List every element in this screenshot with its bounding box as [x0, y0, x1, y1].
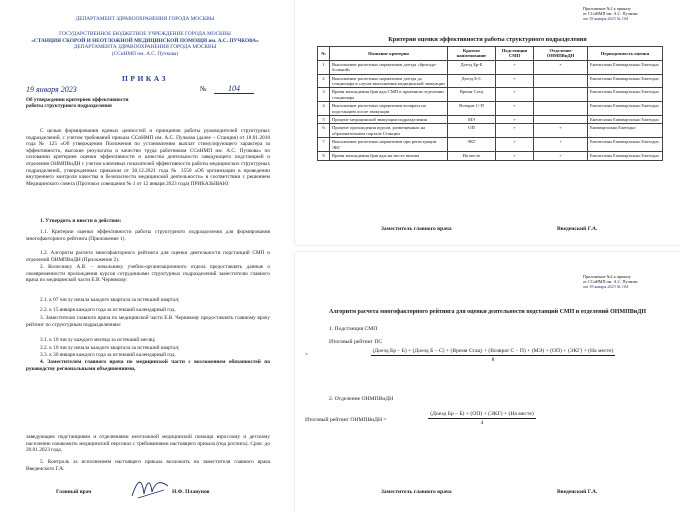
criteria-table-row	[318, 116, 663, 124]
row-criterion: Время нахождения бригады на месте вызова	[330, 152, 448, 160]
col-header-number: №	[318, 47, 330, 61]
row-number: 8	[318, 152, 330, 160]
row-criterion: Выполнение расчетных нормативов доезда до стационара в случае выполнения медицинской эвакуации	[330, 74, 448, 88]
order-date: 19 января 2023	[26, 85, 77, 94]
order-item-2-1: 2.1. к 07 числу начала каждого квартала за истекший квартал;	[40, 297, 180, 303]
institution-header	[10, 31, 280, 58]
col-header-period: Периодичность оценки	[588, 47, 663, 61]
criteria-table-body	[318, 60, 663, 160]
order-item-1: 1. Утвердить и ввести в действие:	[40, 218, 122, 224]
row-criterion: Процент медицинской эвакуации подразделения	[330, 116, 448, 124]
row-onmp	[534, 102, 588, 116]
formula-2-fraction	[407, 411, 557, 426]
criteria-table-title: Критерии оценки эффективности работы структурного подразделения	[388, 36, 587, 43]
appendix-1-signer-name: Введенский Г.А.	[557, 226, 598, 232]
formula-1-label: Итоговый рейтинг ПС	[329, 339, 383, 345]
criteria-table-row	[318, 74, 663, 88]
order-item-3-1: 3.1. к 10 числу каждого месяца за истекший месяц;	[40, 337, 156, 343]
col-header-short-name: Краткое наименование	[448, 47, 496, 61]
row-period: Ежемесячно Ежеквартально Ежегодно	[588, 138, 663, 152]
order-item-4: 4. Заместителям главного врача по медицинской части с возложением обязанностей по руководству региональными объединениями,	[26, 359, 270, 372]
formula-1-numerator: (Доезд Бр – Б) + (Доезд Б – С) + (Время Стац) + (Возврат С – П) + (МЭ) + (ОП) + (ЭКГ) + (На месте)	[372, 348, 614, 354]
row-period: Ежемесячно Ежеквартально Ежегодно	[588, 74, 663, 88]
row-short-name: Доезд Бр-Б	[448, 60, 496, 74]
order-item-4-continuation: заведующим подстанциями и отделениями неотложной медицинской помощи взрослому и детскому населению ознакомить медицинский персонал с требованиями настоящего приказа (под роспись). Срок: до 20.01.2023 года.	[26, 434, 270, 454]
row-onmp: +	[534, 138, 588, 152]
appendix-2-header-line-2: от ССиНМП им. А.С. Пучкова	[583, 279, 638, 285]
appendix-1-header	[583, 6, 675, 22]
row-period: Ежемесячно Ежеквартально Ежегодно	[588, 88, 663, 102]
row-number: 2	[318, 74, 330, 88]
row-number: 3	[318, 88, 330, 102]
row-smp: +	[496, 60, 534, 74]
row-short-name: МЭ	[448, 116, 496, 124]
formula-1-equals: =	[305, 352, 309, 358]
signer-title: Главный врач	[56, 489, 92, 495]
institution-line-1: ГОСУДАРСТВЕННОЕ БЮДЖЕТНОЕ УЧРЕЖДЕНИЕ ГОРОДА МОСКВЫ	[59, 31, 231, 37]
order-item-3-2: 3.2. к 10 числу начала каждого квартала за истекший квартал;	[40, 345, 180, 351]
appendix-2-header-date: от 19 января 2023 № 104	[583, 284, 629, 290]
criteria-table-row	[318, 102, 663, 116]
section-1-heading: 1. Подстанция СМП	[329, 326, 378, 332]
appendix-2-signer-name: Введенский Г.А.	[557, 489, 598, 495]
order-page-1	[0, 0, 290, 390]
order-item-2: 2. Колеснику А.В. – начальнику учебно-организационного отдела предоставлять данные о своевременности прохождения курсов сотрудниками структурных подразделений заместителю главного врача по медицинской части Е.В. Черникову:	[26, 264, 270, 284]
order-number-label: №	[200, 85, 207, 93]
order-subject: Об утверждении критериев эффективности работы структурного подразделения	[26, 97, 129, 110]
formula-2-label: Итоговый рейтинг ОНМПВиДН =	[305, 417, 387, 423]
algorithm-title: Алгоритм расчета многофакторного рейтинга для оценки деятельности подстанций СМП и отделений ОНМПВиДН	[328, 309, 647, 315]
row-onmp	[534, 74, 588, 88]
appendix-2-header-line-1: Приложение №2 к приказу	[583, 274, 631, 279]
row-short-name: ОП	[448, 124, 496, 138]
order-number: 104	[214, 84, 254, 94]
row-period: Ежемесячно Ежеквартально Ежегодно	[588, 60, 663, 74]
order-item-1-2: 1.2. Алгоритм расчета многофакторного рейтинга для оценки деятельности подстанций СМП и отделений ОНМПВиДН (Приложение 2).	[26, 250, 270, 263]
row-smp: +	[496, 152, 534, 160]
row-onmp: +	[534, 124, 588, 138]
appendix-1-page	[295, 0, 680, 245]
formula-1-fraction	[313, 348, 673, 363]
row-criterion: Время нахождения бригады СМП в приемном отделении стационара	[330, 88, 448, 102]
order-item-3-3: 3.3. к 30 января каждого года за истекший календарный год.	[40, 352, 176, 358]
order-heading: ПРИКАЗ	[122, 74, 168, 83]
row-number: 6	[318, 124, 330, 138]
row-onmp	[534, 116, 588, 124]
row-period: Ежемесячно Ежеквартально Ежегодно	[588, 116, 663, 124]
criteria-table	[317, 46, 663, 161]
row-smp: +	[496, 88, 534, 102]
row-criterion: Выполнение расчетных нормативов при регистрации ЭКГ	[330, 138, 448, 152]
row-number: 7	[318, 138, 330, 152]
formula-2-numerator: (Доезд Бр – Б) + (ОП) + (ЭКГ) + (На месте)	[430, 411, 534, 417]
criteria-table-row	[318, 138, 663, 152]
col-header-onmp: Отделение ОНМПВиДН	[534, 47, 588, 61]
appendix-1-header-date: от 19 января 2023 № 104	[583, 16, 629, 22]
row-number: 5	[318, 116, 330, 124]
row-onmp	[534, 88, 588, 102]
row-short-name: Возврат С-П	[448, 102, 496, 116]
department-header: ДЕПАРТАМЕНТ ЗДРАВООХРАНЕНИЯ ГОРОДА МОСКВЫ	[75, 16, 215, 22]
order-item-5: 5. Контроль за исполнением настоящего приказа возложить на заместителя главного врача Введенского Г.А.	[26, 459, 270, 472]
row-onmp: +	[534, 152, 588, 160]
criteria-table-header-row	[318, 47, 663, 61]
row-number: 1	[318, 60, 330, 74]
appendix-1-signer-title: Заместитель главного врача	[381, 226, 452, 232]
row-short-name: Время Стац	[448, 88, 496, 102]
row-smp: +	[496, 138, 534, 152]
row-smp: +	[496, 116, 534, 124]
row-short-name: ЭКГ	[448, 138, 496, 152]
institution-line-2: «СТАНЦИЯ СКОРОЙ И НЕОТЛОЖНОЙ МЕДИЦИНСКОЙ ПОМОЩИ им. А.С. ПУЧКОВА»	[31, 37, 259, 44]
appendix-2-header	[583, 274, 675, 290]
order-item-1-1: 1.1. Критерии оценки эффективности работы структурного подразделения для формирования многофакторного рейтинга (Приложение 1).	[26, 229, 270, 242]
row-period: Ежемесячно Ежеквартально Ежегодно	[588, 152, 663, 160]
signature-scribble	[128, 474, 172, 502]
institution-line-4: (ССиНМП им. А.С. Пучкова)	[111, 51, 179, 58]
order-item-3: 3. Заместителю главного врача по медицинской части Е.В. Черникову предоставлять главному врачу рейтинг по структурным подразделениям:	[26, 315, 270, 328]
appendix-2-page	[295, 252, 680, 512]
row-onmp: +	[534, 60, 588, 74]
row-short-name: Доезд Б-С	[448, 74, 496, 88]
section-2-heading: 2. Отделение ОНМПВиДН	[329, 396, 394, 402]
formula-1-denominator: 8	[491, 357, 495, 363]
appendix-1-header-line-2: от ССиНМП им. А.С. Пучкова	[583, 11, 638, 17]
row-criterion: Выполнение расчетных нормативов доезда «бригада-больной»	[330, 60, 448, 74]
row-number: 4	[318, 102, 330, 116]
row-criterion: Процент прохождения курсов, размещенных на образовательном портале Станции	[330, 124, 448, 138]
row-short-name: На месте	[448, 152, 496, 160]
order-preamble: С целью формирования единых ценностей и принципов работы руководителей структурных подразделений, с учетом требований приказа ССиНМП им. А.С. Пучкова (далее – Станция) от 18.01.2018 года № 125 «Об утверждении Положения по установлению выплат стимулирующего характера за эффективность, высокие результаты и качество труда работником ССиНМП им. А.С. Пучкова» по основании критериев оценки эффективности и качества деятельности заведующего подстанцией и отделения ОНМПВиДН с учетом ключевых показателей эффективности работы медицинских структурных подразделений, утвержденных приказом от 30.12.2021 года № 3550 «Об организации в проведении внутреннего контроля качества и безопасности медицинской деятельности» в соответствии с решением Медицинского совета (Протокол совещания № 1 от 12 января 2023 года) ПРИКАЗЫВАЮ:	[26, 128, 270, 187]
criteria-table-row	[318, 124, 663, 138]
row-criterion: Выполнение расчетных нормативов возврата на подстанцию после эвакуации	[330, 102, 448, 116]
row-period: Ежеквартально Ежегодно	[588, 124, 663, 138]
col-header-smp: Подстанции СМП	[496, 47, 534, 61]
criteria-table-row	[318, 60, 663, 74]
criteria-table-row	[318, 152, 663, 160]
institution-line-3: ДЕПАРТАМЕНТА ЗДРАВООХРАНЕНИЯ ГОРОДА МОСКВЫ	[73, 44, 217, 51]
row-smp: +	[496, 102, 534, 116]
signer-name: Н.Ф. Плавунов	[172, 489, 210, 495]
appendix-2-signer-title: Заместитель главного врача	[381, 489, 452, 495]
row-period: Ежемесячно Ежеквартально Ежегодно	[588, 102, 663, 116]
row-smp: +	[496, 124, 534, 138]
row-smp: +	[496, 74, 534, 88]
order-page-2	[0, 402, 290, 512]
order-item-2-2: 2.2. к 15 января каждого года за истекший календарный год.	[40, 307, 176, 313]
criteria-table-row	[318, 88, 663, 102]
formula-2-denominator: 4	[480, 420, 484, 426]
col-header-criterion: Название критерия	[330, 47, 448, 61]
appendix-1-header-line-1: Приложение №1 к приказу	[583, 6, 631, 11]
